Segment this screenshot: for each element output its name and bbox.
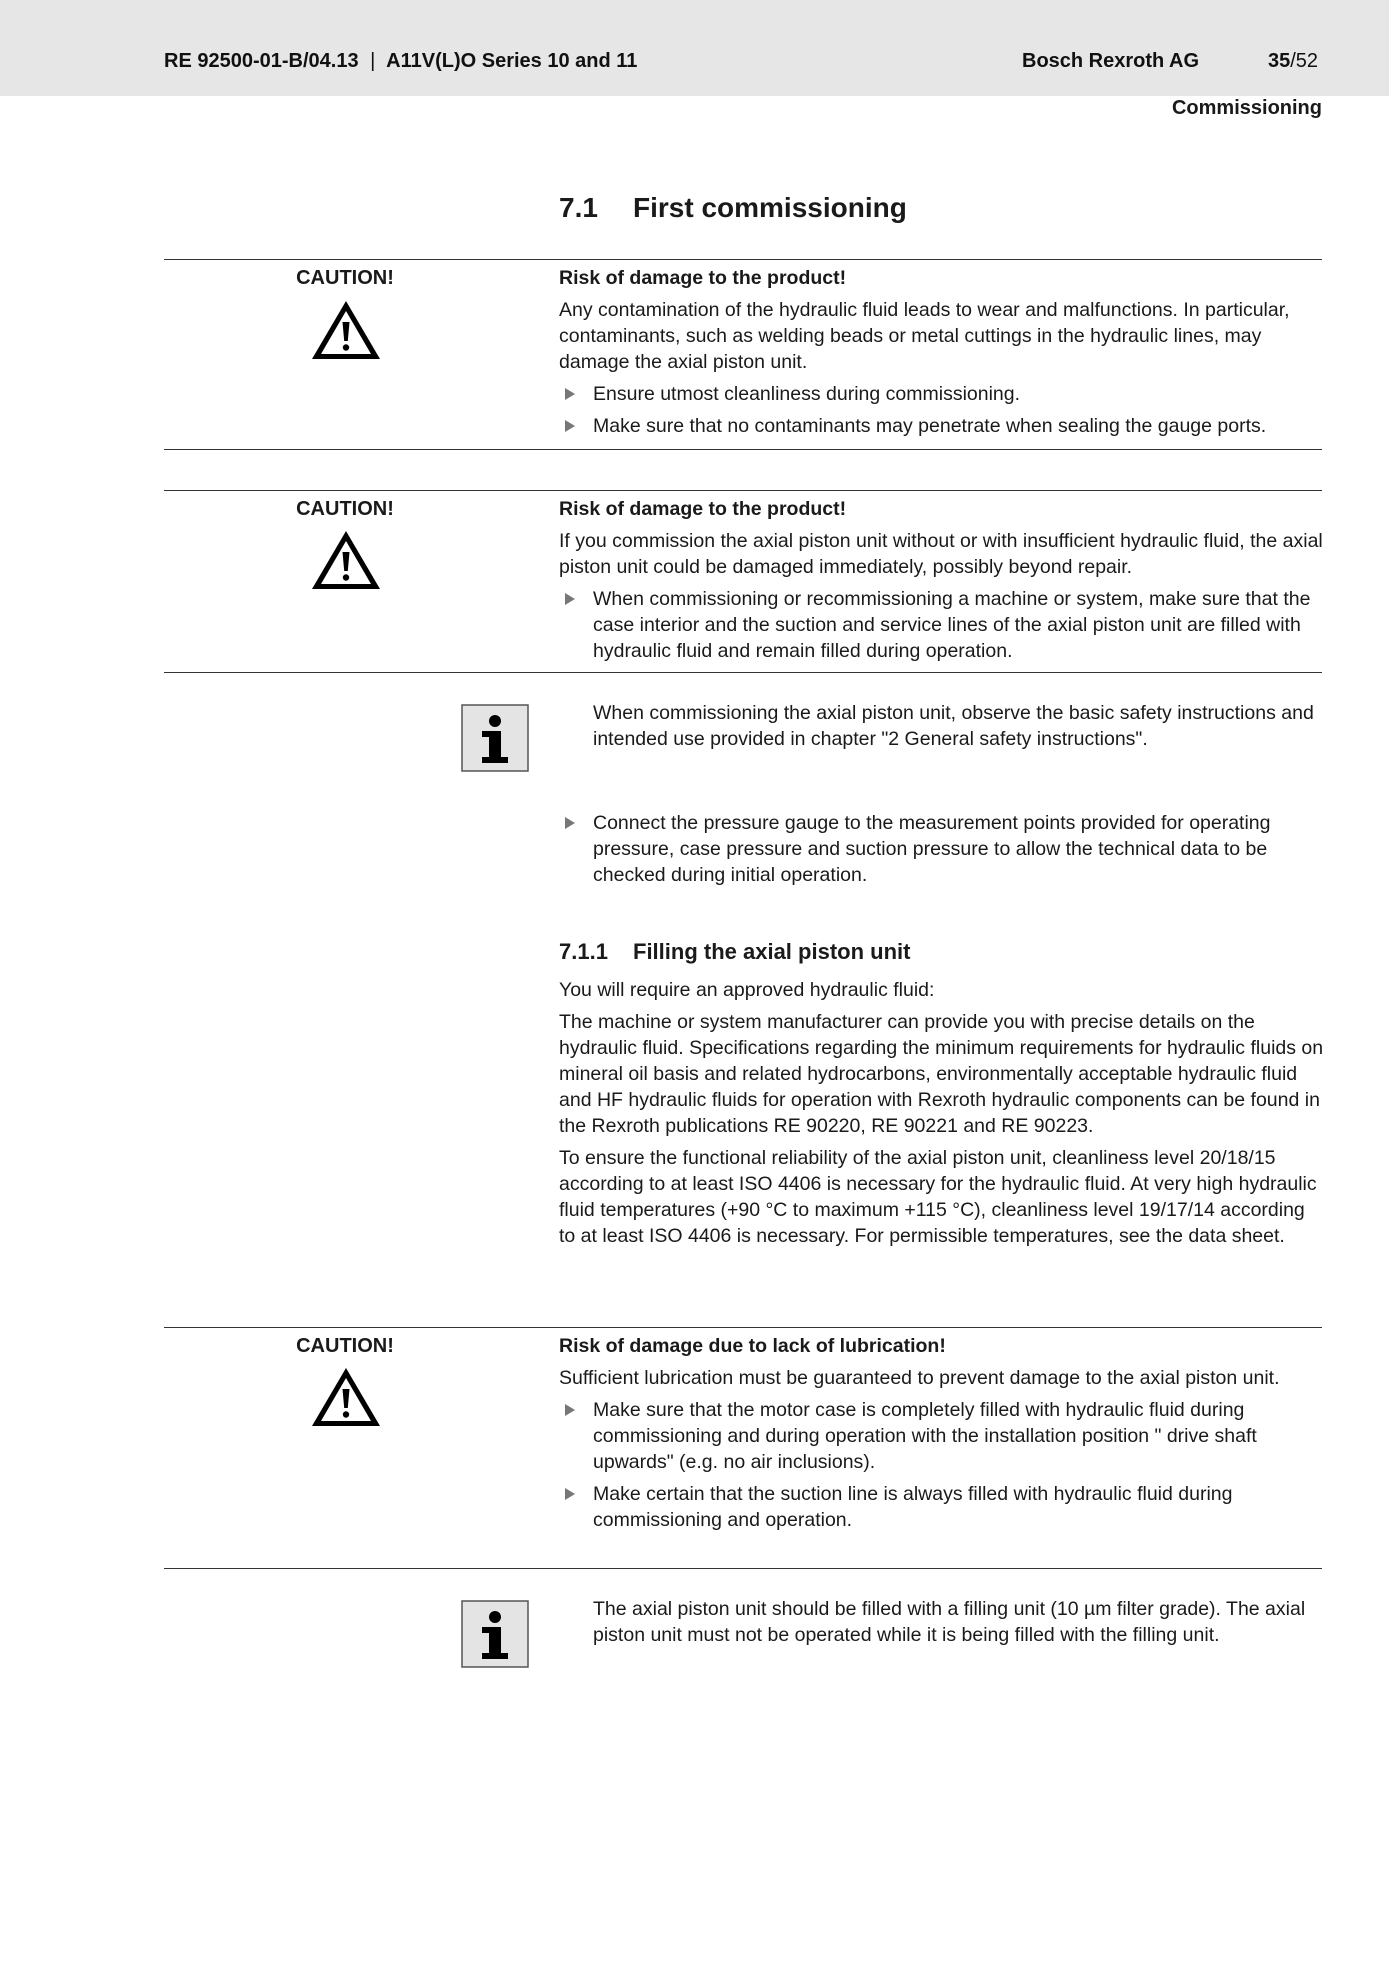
list-item — [559, 381, 1324, 407]
divider — [164, 1327, 1322, 1328]
bullet-arrow-icon — [565, 420, 575, 432]
list-item — [559, 810, 1324, 888]
paragraph: You will require an approved hydraulic fluid: — [559, 979, 935, 1001]
info-note: When commissioning the axial piston unit, observe the basic safety instructions and intended use provided in chapter "2 General safety instructions". — [593, 702, 1314, 750]
list-item — [559, 413, 1324, 439]
list-item-text: When commissioning or recommissioning a machine or system, make sure that the case interior and the suction and service lines of the axial piston unit are filled with hydraulic fluid and remain filled during operation. — [593, 588, 1311, 662]
step-content — [559, 810, 1324, 894]
company-name: Bosch Rexroth AG — [1022, 50, 1200, 72]
heading-title: First commissioning — [633, 192, 907, 223]
caution-text: If you commission the axial piston unit without or with insufficient hydraulic fluid, the axial piston unit could be damaged immediately, possibly beyond repair. — [559, 530, 1323, 578]
paragraph: The machine or system manufacturer can provide you with precise details on the hydraulic fluid. Specifications regarding the minimum requirements for hydraulic fluids on mineral oil basis and related hydrocarbons, environmentally acceptable hydraulic fluid and HF hydraulic fluids for operation with Rexroth hydraulic components can be found in the Rexroth publications RE 90220, RE 90221 and RE 90223. — [559, 1011, 1324, 1137]
warning-triangle-icon — [309, 298, 383, 362]
divider — [164, 1568, 1322, 1569]
info-icon — [461, 1600, 529, 1668]
list-item — [559, 1481, 1324, 1533]
section-7-1-1-body — [559, 977, 1324, 1255]
heading-title: Filling the axial piston unit — [633, 939, 911, 964]
divider — [164, 490, 1322, 491]
warning-triangle-icon — [309, 528, 383, 592]
info-icon — [461, 704, 529, 772]
caution-3-content — [559, 1333, 1324, 1539]
heading-7-1 — [559, 192, 907, 224]
heading-number: 7.1 — [559, 192, 598, 223]
bullet-arrow-icon — [565, 593, 575, 605]
product-name: A11V(L)O Series 10 and 11 — [386, 50, 638, 72]
list-item-text: Make certain that the suction line is always filled with hydraulic fluid during commissioning and operation. — [593, 1483, 1233, 1531]
info-note: The axial piston unit should be filled with a filling unit (10 µm filter grade). The axial piston unit must not be operated while it is being filled with the filling unit. — [593, 1598, 1306, 1646]
bullet-arrow-icon — [565, 817, 575, 829]
caution-label: CAUTION! — [296, 267, 394, 289]
list-item-text: Connect the pressure gauge to the measurement points provided for operating pressure, case pressure and suction pressure to allow the technical data to be checked during initial operation. — [593, 812, 1271, 886]
header-separator: | — [370, 50, 376, 72]
bullet-arrow-icon — [565, 1488, 575, 1500]
caution-label: CAUTION! — [296, 498, 394, 520]
caution-title: Risk of damage due to lack of lubrication! — [559, 1335, 946, 1357]
caution-title: Risk of damage to the product! — [559, 498, 847, 520]
section-label: Commissioning — [1171, 97, 1322, 119]
list-item — [559, 586, 1324, 664]
heading-7-1-1 — [559, 939, 910, 965]
paragraph: To ensure the functional reliability of the axial piston unit, cleanliness level 20/18/15 according to at least ISO 4406 is necessary for the hydraulic fluid. At very high hydraulic fluid temperatures (+90 °C to maximum +115 °C), cleanliness level 19/17/14 according to at least ISO 4406 is necessary. For permissible temperatures, see the data sheet. — [559, 1147, 1317, 1247]
divider — [164, 259, 1322, 260]
header-doc-info — [164, 50, 637, 73]
caution-text: Sufficient lubrication must be guaranteed to prevent damage to the axial piston unit. — [559, 1367, 1280, 1389]
caution-2-content — [559, 496, 1324, 670]
list-item — [559, 1397, 1324, 1475]
list-item-text: Ensure utmost cleanliness during commissioning. — [593, 383, 1021, 405]
heading-number: 7.1.1 — [559, 939, 608, 964]
caution-title: Risk of damage to the product! — [559, 267, 847, 289]
page-number — [1268, 50, 1318, 73]
page-header — [0, 0, 1389, 96]
page-total: /52 — [1290, 50, 1319, 72]
list-item-text: Make sure that no contaminants may penetrate when sealing the gauge ports. — [593, 415, 1267, 437]
bullet-arrow-icon — [565, 388, 575, 400]
caution-label: CAUTION! — [296, 1335, 394, 1357]
caution-text: Any contamination of the hydraulic fluid leads to wear and malfunctions. In particular, contaminants, such as welding beads or metal cuttings in the hydraulic lines, may damage the axial piston unit. — [559, 299, 1290, 373]
doc-reference: RE 92500-01-B/04.13 — [164, 50, 359, 72]
list-item-text: Make sure that the motor case is completely filled with hydraulic fluid during commissioning and during operation with the installation position " drive shaft upwards" (e.g. no air inclusions). — [593, 1399, 1257, 1473]
divider — [164, 672, 1322, 673]
warning-triangle-icon — [309, 1365, 383, 1429]
bullet-arrow-icon — [565, 1404, 575, 1416]
page-current: 35 — [1268, 50, 1291, 72]
divider — [164, 449, 1322, 450]
caution-1-content — [559, 265, 1324, 445]
